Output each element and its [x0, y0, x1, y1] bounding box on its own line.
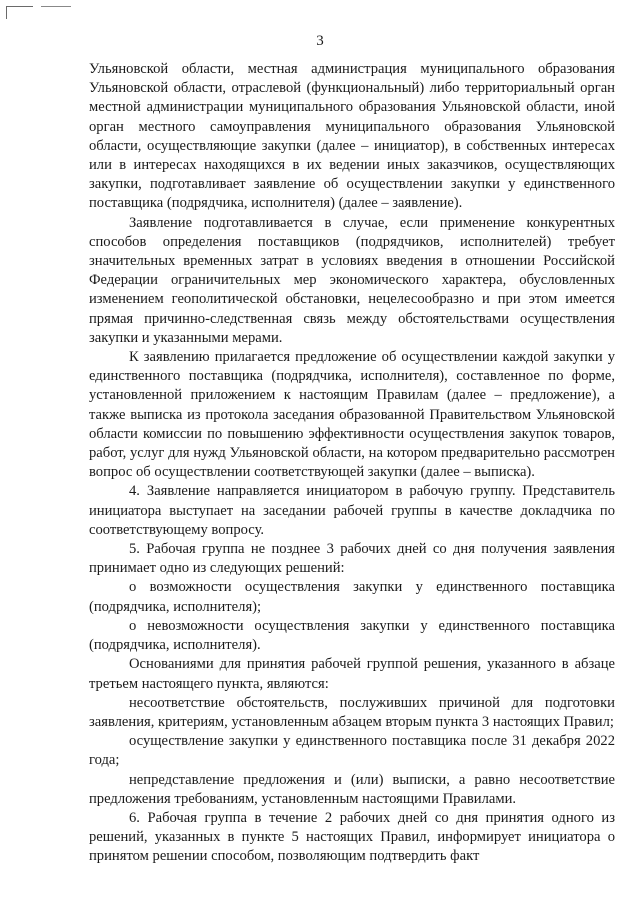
paragraph-item-5: 5. Рабочая группа не позднее 3 рабочих дней со дня получения заявления принимает одно из следующих решений: [89, 541, 615, 577]
paragraph-grounds: Основаниями для принятия рабочей группой решения, указанного в абзаце третьем настоящего пункта, являются: [89, 656, 615, 692]
paragraph-ground-date: осуществление закупки у единственного поставщика после 31 декабря 2022 года; [89, 733, 615, 769]
document-body [89, 60, 615, 867]
paragraph-item-4: 4. Заявление направляется инициатором в рабочую группу. Представитель инициатора выступает на заседании рабочей группы в качестве докладчика по соответствующему вопросу. [89, 483, 615, 538]
scan-edge-mark [41, 6, 71, 7]
paragraph-continuation: Ульяновской области, местная администрация муниципального образования Ульяновской области, отраслевой (функциональный) либо территориальный орган местной администрации муниципального образования Ульяновской области, иной орган местного самоуправления муниципального образования Ульяновской области, осуществляющие закупки (далее – инициатор), в собственных интересах или в интересах находящихся в их ведении иных заказчиков, осуществляющих закупки, подготавливает заявление об осуществлении закупки у единственного поставщика (подрядчика, исполнителя) (далее – заявление). [89, 61, 615, 212]
paragraph-item-6: 6. Рабочая группа в течение 2 рабочих дней со дня принятия одного из решений, указанных в пункте 5 настоящих Правил, информирует инициатора о принятом решении способом, позволяющим подтвердить факт [89, 809, 615, 865]
paragraph-decision-impossible: о невозможности осуществления закупки у единственного поставщика (подрядчика, исполнителя). [89, 617, 615, 654]
paragraph-ground-criteria: несоответствие обстоятельств, послуживших причиной для подготовки заявления, критериям, установленным абзацем вторым пункта 3 настоящих Правил; [89, 694, 615, 730]
paragraph-condition: Заявление подготавливается в случае, если применение конкурентных способов определения поставщиков (подрядчиков, исполнителей) требует значительных временных затрат в условиях введения в отношении Российской Федерации ограничительных мер экономического характера, обусловленных изменением геополитической обстановки, нецелесообразно и при этом имеется прямая причинно-следственная связь между обстоятельствами осуществления закупки и указанными мерами. [89, 214, 615, 346]
scan-corner-mark [6, 6, 33, 19]
page-number: 3 [316, 33, 324, 49]
paragraph-attachments: К заявлению прилагается предложение об осуществлении каждой закупки у единственного поставщика (подрядчика, исполнителя), составленное по форме, установленной приложением к настоящим Правилам (далее – предложение), а также выписка из протокола заседания образованной Правительством Ульяновской области комиссии по повышению эффективности осуществления закупок товаров, работ, услуг для нужд Ульяновской области, на котором предварительно рассмотрен вопрос об осуществлении соответствующей закупки (далее – выписка). [89, 349, 615, 481]
paragraph-ground-documents: непредставление предложения и (или) выписки, а равно несоответствие предложения требованиям, установленным настоящими Правилами. [89, 771, 615, 807]
paragraph-decision-possible: о возможности осуществления закупки у единственного поставщика (подрядчика, исполнителя); [89, 579, 615, 615]
